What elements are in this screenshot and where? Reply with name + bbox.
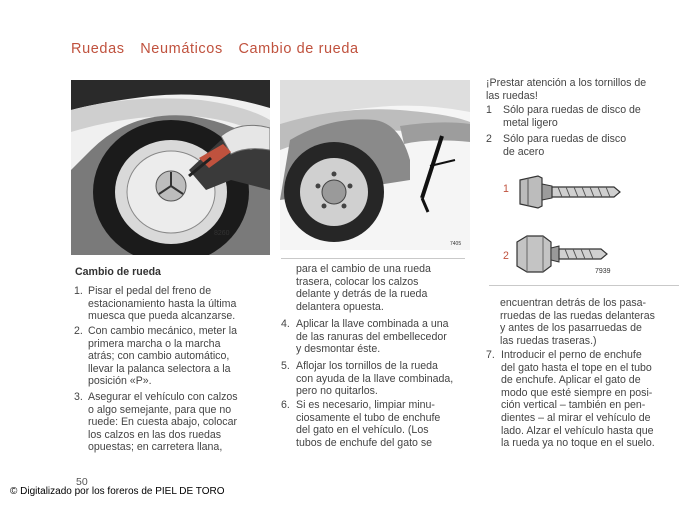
- step-1-text: Pisar el pedal del freno de estacionamiento hasta la última muesca que pueda alcanzarse.: [88, 285, 237, 323]
- figure-number-left: 8260: [214, 230, 230, 237]
- hubcap-illustration: [71, 80, 270, 255]
- bolt-label-2: 2: [503, 250, 509, 262]
- section-heading: [71, 41, 370, 57]
- heading-neumaticos: Neumáticos: [140, 41, 223, 57]
- figure-number-mid: 7405: [450, 241, 462, 247]
- step-3-number: 3.: [74, 391, 83, 403]
- bolt-alloy-icon: [516, 172, 626, 212]
- step-2-number: 2.: [74, 325, 83, 337]
- step-1-number: 1.: [74, 285, 83, 297]
- step-2-text: Con cambio mecánico, meter la primera marcha o la marcha atrás; con cambio automático, llevar la palanca selectora a la posición «P».: [88, 325, 237, 388]
- step-7-text: Introducir el perno de enchufe del gato hasta el tope en el tubo de enchufe. Aplicar el gato de modo que esté siempre en posi- ción vertical – también en pen- dientes – al mirar el vehículo de lado. Alzar el vehículo hasta que la rueda ya no toque en el suelo.: [501, 349, 655, 450]
- column-3-top-rule: [489, 285, 679, 286]
- figure-number-bolts: 7939: [595, 268, 611, 275]
- bolt-item-1-text: Sólo para ruedas de disco de metal ligero: [503, 104, 641, 129]
- bolt-item-2-number: 2: [486, 133, 492, 145]
- photo-hubcap-removal: [71, 80, 270, 255]
- heading-ruedas: Ruedas: [71, 41, 125, 57]
- page-number: 50: [76, 476, 88, 488]
- step-7-number: 7.: [486, 349, 495, 361]
- bolt-item-2-text: Sólo para ruedas de disco de acero: [503, 133, 627, 158]
- step-4-text: Aplicar la llave combinada a una de las ranuras del embellecedor y desmontar éste.: [296, 318, 449, 356]
- heading-cambio-de-rueda: Cambio de rueda: [238, 41, 359, 57]
- photo-jack-on-wheel: [280, 80, 470, 250]
- subtitle-cambio-de-rueda: Cambio de rueda: [75, 266, 161, 278]
- bolt-label-1: 1: [503, 183, 509, 195]
- step-3-continued: para el cambio de una rueda trasera, colocar los calzos delante y detrás de la rueda delantera opuesta.: [296, 263, 431, 313]
- bolt-intro: ¡Prestar atención a los tornillos de las ruedas!: [486, 77, 647, 102]
- scan-credit: © Digitalizado por los foreros de PIEL DE TORO: [10, 486, 225, 497]
- step-6-number: 6.: [281, 399, 290, 411]
- bolt-item-1-number: 1: [486, 104, 492, 116]
- jack-illustration: [280, 80, 470, 250]
- step-5-number: 5.: [281, 360, 290, 372]
- step-4-number: 4.: [281, 318, 290, 330]
- step-6-continued: encuentran detrás de los pasa- rruedas de las ruedas delanteras y antes de los pasarruedas de las ruedas traseras.): [500, 297, 655, 347]
- step-5-text: Aflojar los tornillos de la rueda con ayuda de la llave combinada, pero no quitarlos.: [296, 360, 454, 398]
- step-6-text: Si es necesario, limpiar minu- ciosamente el tubo de enchufe del gato en el vehículo. (Los tubos de enchufe del gato se: [296, 399, 441, 449]
- column-2-top-rule: [281, 258, 465, 259]
- step-3-text: Asegurar el vehículo con calzos o algo semejante, para que no ruede: En cuesta abajo, colocar los calzos en las dos ruedas opuestas; en carretera llana,: [88, 391, 238, 454]
